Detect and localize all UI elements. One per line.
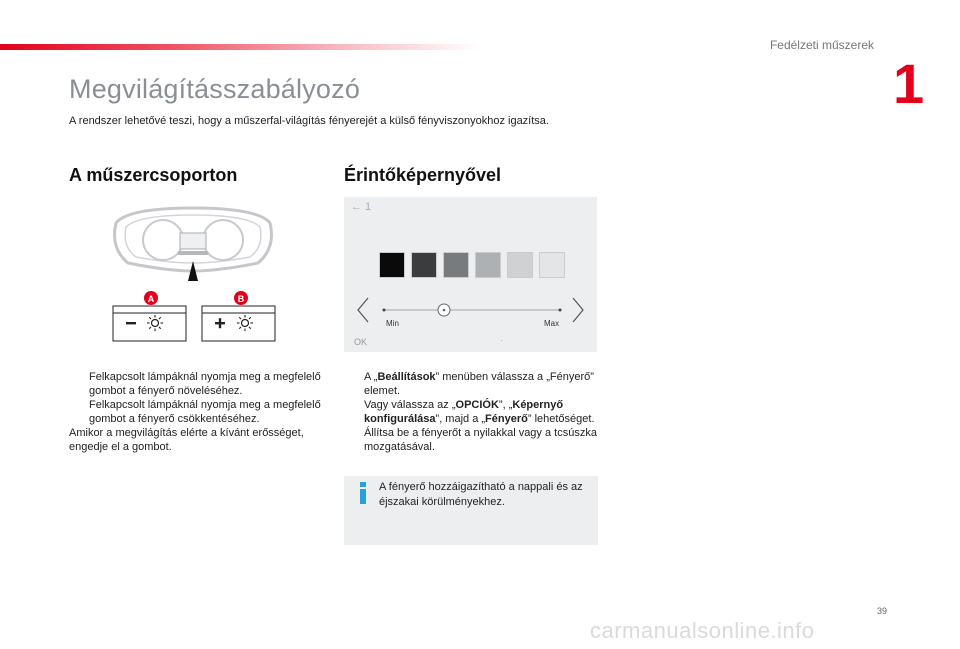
chapter-title: Fedélzeti műszerek bbox=[769, 38, 874, 52]
list-item: A „Beállítások” menüben válassza a „Fényerő” elemet. Vagy válassza az „OPCIÓK”, „Képernyő konfigurálása”, majd a „Fényerő” lehetőséget. bbox=[364, 371, 595, 425]
list-item: Állítsa be a fényerőt a nyilakkal vagy a tcsúszka mozgatásával. bbox=[364, 427, 597, 453]
page-title: Megvilágításszabályozó bbox=[69, 74, 361, 104]
left-instructions bbox=[69, 370, 334, 454]
heading-instrument-cluster: A műszercsoporton bbox=[69, 165, 238, 185]
right-instructions bbox=[344, 370, 599, 454]
ok-button[interactable]: OK bbox=[354, 337, 368, 347]
page-number: 39 bbox=[877, 606, 888, 616]
settings-menu-term: Beállítások bbox=[377, 371, 436, 383]
heading-touchscreen: Érintőképernyővel bbox=[344, 165, 502, 185]
left-paragraph: Amikor a megvilágítás elérte a kívánt erősséget, engedje el a gombot. bbox=[69, 427, 304, 453]
button-a-label: A bbox=[147, 294, 155, 304]
brightness-swatch-2[interactable] bbox=[411, 252, 437, 278]
brightness-swatch-1[interactable] bbox=[379, 252, 405, 278]
list-item: Felkapcsolt lámpáknál nyomja meg a megfelelő gombot a fényerő csökkentéséhez. bbox=[89, 399, 321, 425]
touchscreen-brightness-screen bbox=[344, 197, 597, 352]
brightness-swatch-3[interactable] bbox=[443, 252, 469, 278]
info-icon bbox=[356, 482, 370, 504]
watermark: carmanualsonline.info bbox=[590, 618, 815, 643]
screen-dot: · bbox=[500, 335, 503, 345]
instrument-cluster-drawing bbox=[108, 203, 278, 343]
intro-text: A rendszer lehetővé teszi, hogy a műszerfal-világítás fényerejét a külső fényviszonyokhoz igazítsa. bbox=[69, 115, 549, 127]
info-box bbox=[344, 476, 598, 545]
list-item: Felkapcsolt lámpáknál nyomja meg a megfelelő gombot a fényerő növeléséhez. bbox=[89, 371, 321, 397]
options-term: OPCIÓK bbox=[455, 399, 499, 411]
instrument-cluster-illustration bbox=[108, 203, 278, 343]
back-arrow-icon[interactable]: ← 1 bbox=[351, 201, 372, 213]
brightness-swatch-4[interactable] bbox=[475, 252, 501, 278]
screen-config-term: Képernyő konfigurálása bbox=[364, 399, 564, 425]
chapter-number: 1 bbox=[893, 52, 925, 115]
button-b-label: B bbox=[237, 294, 245, 304]
slider-max-label: Max bbox=[544, 319, 560, 328]
slider-min-label: Min bbox=[386, 319, 399, 328]
info-text: A fényerő hozzáigazítható a nappali és az éjszakai körülményekhez. bbox=[379, 481, 583, 508]
chevron-left-icon[interactable] bbox=[358, 298, 368, 322]
header-red-bar bbox=[0, 44, 480, 50]
brightness-swatch-5[interactable] bbox=[507, 252, 533, 278]
brightness-term: Fényerő bbox=[485, 413, 528, 425]
brightness-swatches bbox=[379, 252, 569, 279]
brightness-swatch-6[interactable] bbox=[539, 252, 565, 278]
chevron-right-icon[interactable] bbox=[573, 298, 583, 322]
